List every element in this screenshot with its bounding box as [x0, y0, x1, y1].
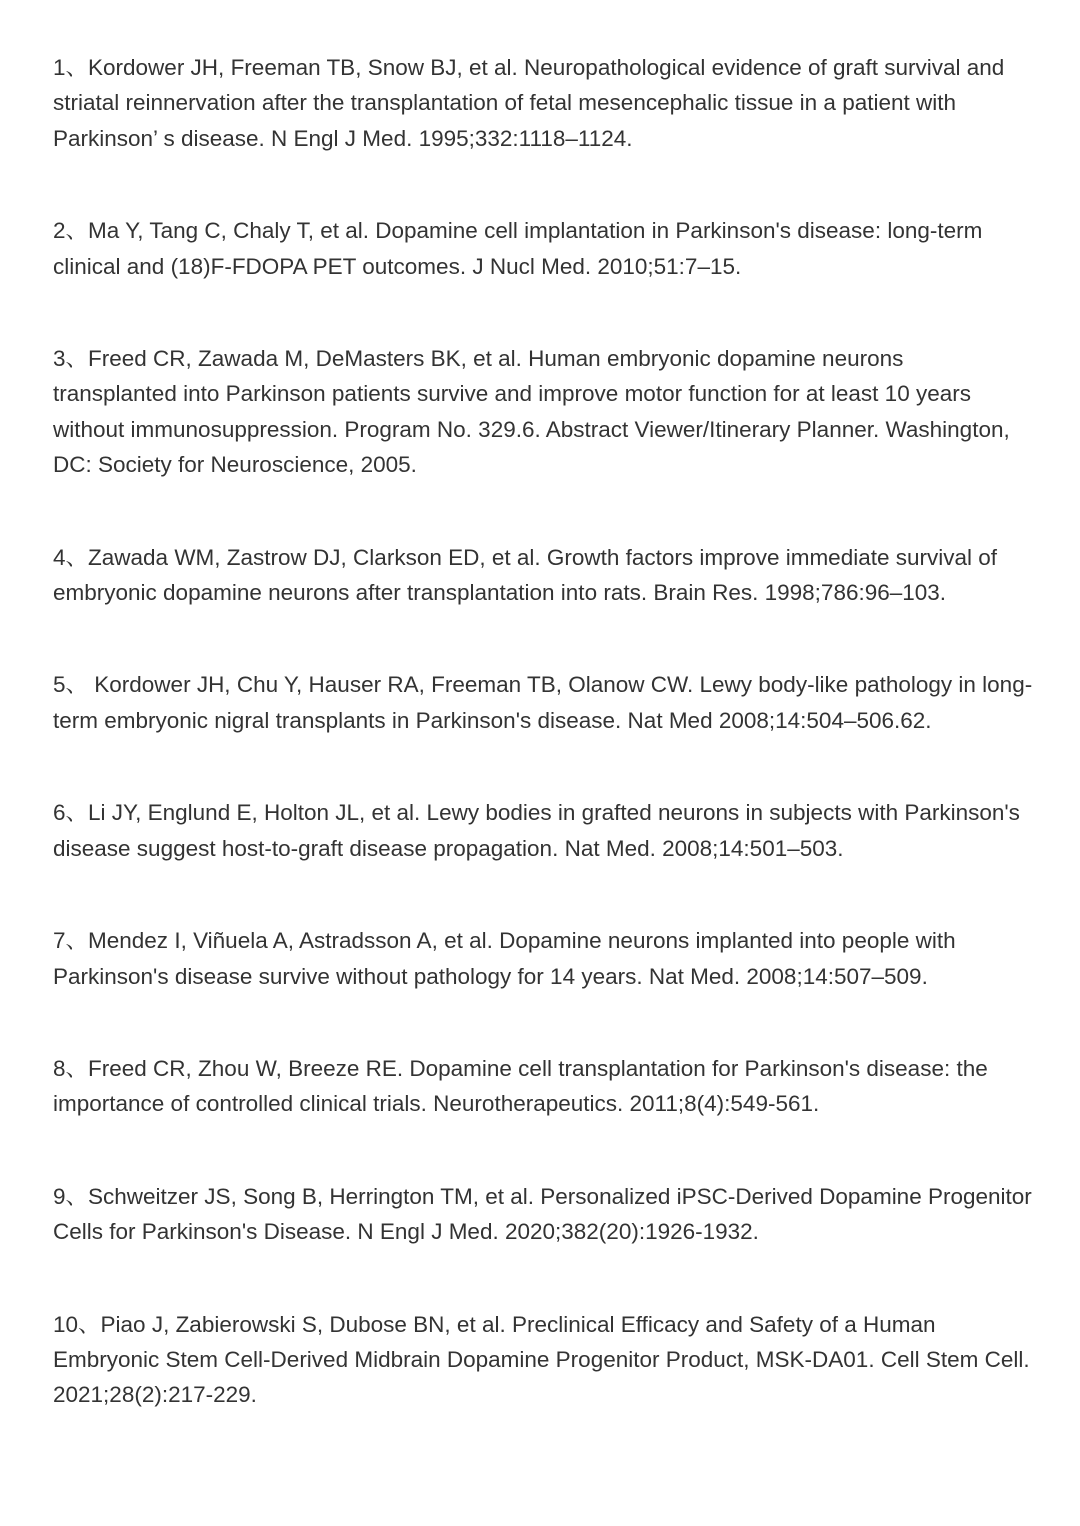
reference-number: 7、	[53, 928, 89, 954]
reference-number: 9、	[53, 1183, 89, 1209]
reference-text: Mendez I, Viñuela A, Astradsson A, et al. Dopamine neurons implanted into people with Parkinson's disease survive without pathology for 14 years. Nat Med. 2008;14:507–509.	[53, 928, 956, 989]
reference-item-10	[53, 1307, 1033, 1413]
reference-number: 10、	[53, 1311, 101, 1337]
reference-text: Piao J, Zabierowski S, Dubose BN, et al. Preclinical Efficacy and Safety of a Human Embryonic Stem Cell-Derived Midbrain Dopamine Progenitor Product, MSK-DA01. Cell Stem Cell. 2021;28(2):217-229.	[53, 1311, 1030, 1408]
reference-item-6	[53, 795, 1033, 866]
reference-text: Ma Y, Tang C, Chaly T, et al. Dopamine cell implantation in Parkinson's disease: long-term clinical and (18)F-FDOPA PET outcomes. J Nucl Med. 2010;51:7–15.	[53, 218, 983, 279]
reference-text: Zawada WM, Zastrow DJ, Clarkson ED, et al. Growth factors improve immediate survival of embryonic dopamine neurons after transplantation into rats. Brain Res. 1998;786:96–103.	[53, 544, 998, 606]
reference-number: 8、	[53, 1055, 89, 1081]
reference-text: Kordower JH, Chu Y, Hauser RA, Freeman TB, Olanow CW. Lewy body-like pathology in long-term embryonic nigral transplants in Parkinson's disease. Nat Med 2008;14:504–506.62.	[53, 672, 1033, 733]
reference-number: 1、	[53, 55, 89, 80]
reference-item-3	[53, 341, 1033, 483]
reference-item-1	[53, 50, 1033, 156]
reference-text: Schweitzer JS, Song B, Herrington TM, et al. Personalized iPSC-Derived Dopamine Progenitor Cells for Parkinson's Disease. N Engl J Med. 2020;382(20):1926-1932.	[53, 1183, 1032, 1245]
reference-number: 3、	[53, 346, 89, 372]
reference-list	[53, 50, 1033, 1413]
reference-item-2	[53, 213, 1033, 284]
reference-item-8	[53, 1051, 1033, 1122]
reference-text: Freed CR, Zhou W, Breeze RE. Dopamine cell transplantation for Parkinson's disease: the importance of controlled clinical trials. Neurotherapeutics. 2011;8(4):549-561.	[53, 1055, 988, 1117]
reference-text: Li JY, Englund E, Holton JL, et al. Lewy bodies in grafted neurons in subjects with Parkinson's disease suggest host-to-graft disease propagation. Nat Med. 2008;14:501–503.	[53, 800, 1020, 861]
reference-number: 6、	[53, 800, 89, 826]
reference-item-9	[53, 1179, 1033, 1250]
reference-item-7	[53, 923, 1033, 994]
reference-number: 5、	[53, 672, 89, 698]
reference-item-5	[53, 667, 1033, 738]
reference-number: 2、	[53, 218, 89, 244]
reference-text: Kordower JH, Freeman TB, Snow BJ, et al. Neuropathological evidence of graft survival and striatal reinnervation after the transplantation of fetal mesencephalic tissue in a patient with Parkinson’ s disease. N Engl J Med. 1995;332:1118–1124.	[53, 55, 1005, 151]
reference-number: 4、	[53, 544, 89, 570]
reference-item-4	[53, 540, 1033, 611]
reference-text: Freed CR, Zawada M, DeMasters BK, et al. Human embryonic dopamine neurons transplanted into Parkinson patients survive and improve motor function for at least 10 years without immunosuppression. Program No. 329.6. Abstract Viewer/Itinerary Planner. Washington, DC: Society for Neuroscience, 2005.	[53, 346, 1010, 478]
